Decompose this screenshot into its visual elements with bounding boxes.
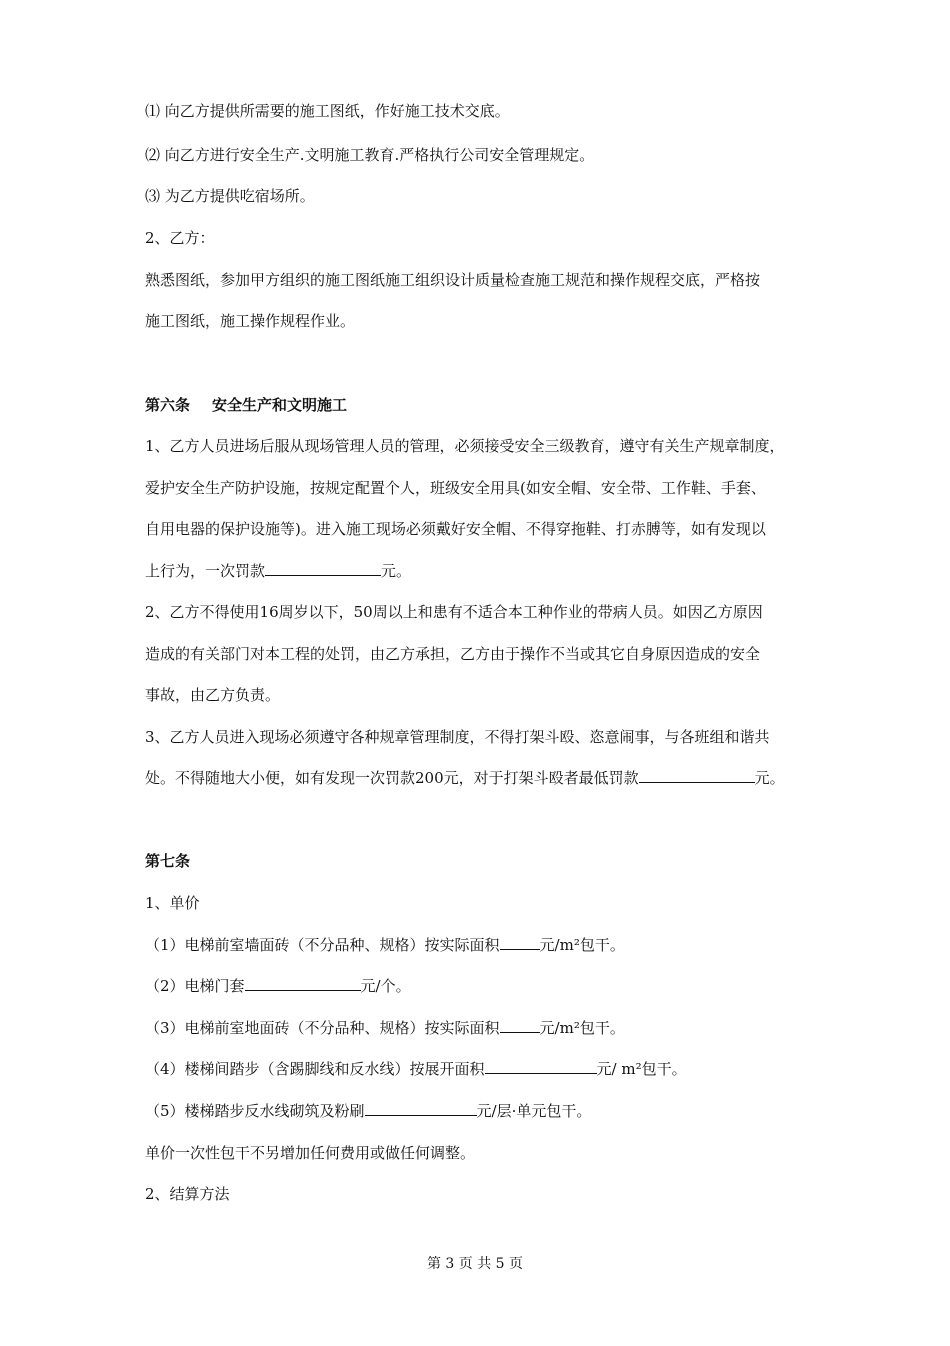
paragraph-line: 施工图纸，施工操作规程作业。 — [145, 312, 356, 330]
fill-in-blank — [485, 1059, 597, 1074]
paragraph-line: 2、乙方不得使用16周岁以下，50周以上和患有不适合本工种作业的带病人员。如因乙方原因 — [145, 603, 763, 621]
article-6-heading — [145, 395, 347, 415]
text-segment: 元/m²包干。 — [539, 1019, 625, 1037]
list-item — [145, 935, 625, 955]
page-footer: 第 3 页 共 5 页 — [426, 1256, 524, 1272]
paragraph-line — [145, 768, 785, 788]
text-segment: 处。不得随地大小便，如有发现一次罚款200元，对于打架斗殴者最低罚款 — [145, 769, 639, 787]
text-segment: 元。 — [381, 562, 412, 580]
paragraph-line: 2、乙方： — [145, 229, 215, 247]
fill-in-blank — [639, 768, 755, 783]
fill-in-blank — [265, 561, 381, 576]
text-segment: （4）楼梯间踏步（含踢脚线和反水线）按展开面积 — [145, 1060, 485, 1078]
text-segment: （3）电梯前室地面砖（不分品种、规格）按实际面积 — [145, 1019, 500, 1037]
text-segment: 元/个。 — [360, 977, 411, 995]
text-segment: 上行为，一次罚款 — [145, 562, 266, 580]
paragraph-line — [145, 561, 411, 581]
paragraph-line: ⑵ 向乙方进行安全生产.文明施工教育.严格执行公司安全管理规定。 — [145, 146, 595, 164]
text-segment: （1）电梯前室墙面砖（不分品种、规格）按实际面积 — [145, 936, 500, 954]
fill-in-blank — [365, 1101, 477, 1116]
paragraph-line: ⑴ 向乙方提供所需要的施工图纸，作好施工技术交底。 — [145, 102, 510, 120]
paragraph-line: 自用电器的保护设施等)。进入施工现场必须戴好安全帽、不得穿拖鞋、打赤膊等，如有发现以 — [145, 520, 766, 538]
article-title: 安全生产和文明施工 — [212, 396, 348, 414]
list-item — [145, 1018, 625, 1038]
fill-in-blank — [500, 935, 540, 950]
text-segment: 元/ m²包干。 — [596, 1060, 687, 1078]
paragraph-line: 事故，由乙方负责。 — [145, 686, 281, 704]
article-7-heading: 第七条 — [145, 852, 191, 870]
fill-in-blank — [500, 1018, 540, 1033]
text-segment: 元/m²包干。 — [539, 936, 625, 954]
paragraph-line: 1、单价 — [145, 894, 200, 912]
text-segment: （2）电梯门套 — [145, 977, 245, 995]
paragraph-line: 造成的有关部门对本工程的处罚，由乙方承担，乙方由于操作不当或其它自身原因造成的安全 — [145, 645, 761, 663]
paragraph-line: 单价一次性包干不另增加任何费用或做任何调整。 — [145, 1144, 476, 1162]
list-item — [145, 1059, 687, 1079]
paragraph-line: 爱护安全生产防护设施，按规定配置个人，班级安全用具(如安全帽、安全带、工作鞋、手套、 — [145, 479, 766, 497]
paragraph-line: 熟悉图纸，参加甲方组织的施工图纸施工组织设计质量检查施工规范和操作规程交底，严格按 — [145, 271, 761, 289]
paragraph-line: ⑶ 为乙方提供吃宿场所。 — [145, 187, 315, 205]
text-segment: 元。 — [754, 769, 785, 787]
article-number: 第六条 — [145, 396, 191, 414]
fill-in-blank — [245, 976, 361, 991]
list-item — [145, 1101, 591, 1121]
list-item — [145, 976, 411, 996]
text-segment: 元/层·单元包干。 — [476, 1102, 592, 1120]
paragraph-line: 2、结算方法 — [145, 1185, 230, 1203]
text-segment: （5）楼梯踏步反水线砌筑及粉刷 — [145, 1102, 365, 1120]
paragraph-line: 3、乙方人员进入现场必须遵守各种规章管理制度，不得打架斗殴、恣意闹事，与各班组和谐共 — [145, 728, 770, 746]
paragraph-line: 1、乙方人员进场后服从现场管理人员的管理，必须接受安全三级教育，遵守有关生产规章制度， — [145, 437, 785, 455]
